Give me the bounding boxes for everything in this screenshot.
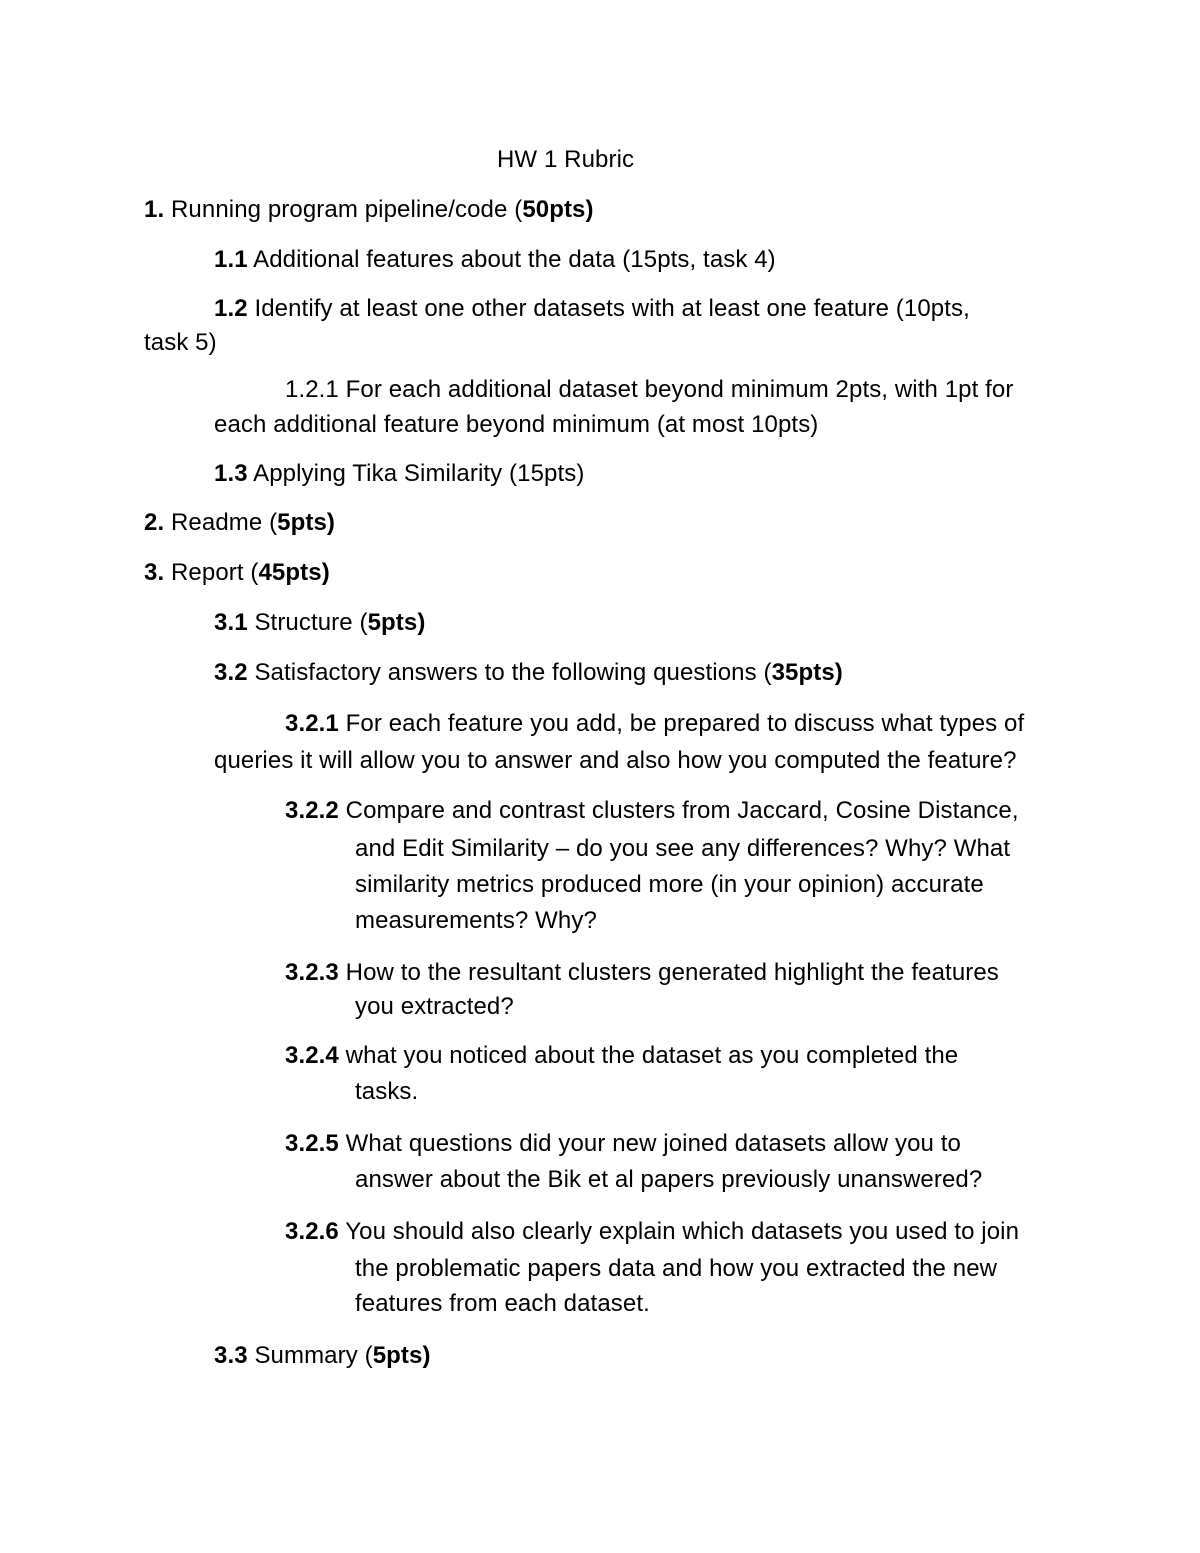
page-title <box>497 148 634 172</box>
item-number: 3. <box>144 559 165 586</box>
rubric-item-2 <box>144 511 335 535</box>
rubric-item-3-2-6 <box>285 1220 1019 1244</box>
item-number: 3.2.5 <box>285 1130 339 1157</box>
item-text: tasks. <box>355 1078 419 1105</box>
item-text: 1.2.1 For each additional dataset beyond minimum 2pts, with 1pt for <box>285 376 1014 403</box>
rubric-item-3-2-6-continuation <box>355 1257 997 1281</box>
item-number: 3.3 <box>214 1342 248 1369</box>
rubric-item-3-2-3 <box>285 961 999 985</box>
rubric-item-3-2-1 <box>285 712 1024 736</box>
item-text: what you noticed about the dataset as you completed the <box>338 1042 959 1069</box>
item-number: 3.2 <box>214 659 248 686</box>
item-text: Compare and contrast clusters from Jaccard, Cosine Distance, <box>338 797 1019 824</box>
item-text: answer about the Bik et al papers previously unanswered? <box>355 1166 983 1193</box>
item-number: 3.2.2 <box>285 797 339 824</box>
rubric-item-3-2-4-continuation <box>355 1080 418 1104</box>
item-text: features from each dataset. <box>355 1290 650 1317</box>
item-text: How to the resultant clusters generated highlight the features <box>338 959 999 986</box>
item-text: similarity metrics produced more (in your opinion) accurate <box>355 871 984 898</box>
item-text: Applying Tika Similarity (15pts) <box>247 460 585 487</box>
item-text: Readme ( <box>164 509 278 536</box>
item-text: measurements? Why? <box>355 907 597 934</box>
rubric-item-3-2 <box>214 661 843 685</box>
rubric-item-3-2-1-continuation <box>214 749 1017 773</box>
rubric-item-3-2-5 <box>285 1132 961 1156</box>
item-text: Structure ( <box>247 609 368 636</box>
item-number: 3.1 <box>214 609 248 636</box>
item-text: Satisfactory answers to the following questions ( <box>247 659 772 686</box>
rubric-item-1-2 <box>214 297 970 321</box>
item-number: 1.1 <box>214 246 248 273</box>
item-text: and Edit Similarity – do you see any differences? Why? What <box>355 835 1011 862</box>
item-number: 2. <box>144 509 165 536</box>
item-close: ) <box>834 659 843 686</box>
item-number: 1. <box>144 196 165 223</box>
item-points: 35pts <box>771 659 835 686</box>
item-text: Additional features about the data (15pts, task 4) <box>247 246 776 273</box>
title-text: HW 1 Rubric <box>497 146 635 173</box>
item-number: 3.2.6 <box>285 1218 339 1245</box>
item-close: ) <box>585 196 594 223</box>
item-number: 3.2.3 <box>285 959 339 986</box>
item-close: ) <box>417 609 426 636</box>
item-points: 50pts <box>522 196 586 223</box>
rubric-item-1-1 <box>214 248 776 272</box>
item-number: 1.2 <box>214 295 248 322</box>
rubric-item-3-2-5-continuation <box>355 1168 982 1192</box>
item-close: ) <box>321 559 330 586</box>
rubric-item-3-1 <box>214 611 425 635</box>
rubric-item-3-3 <box>214 1344 431 1368</box>
item-points: 45pts <box>258 559 322 586</box>
item-close: ) <box>422 1342 431 1369</box>
item-text: For each feature you add, be prepared to discuss what types of <box>338 710 1025 737</box>
item-points: 5pts <box>277 509 327 536</box>
rubric-item-3-2-4 <box>285 1044 958 1068</box>
item-text: the problematic papers data and how you extracted the new <box>355 1255 998 1282</box>
item-number: 1.3 <box>214 460 248 487</box>
rubric-item-3-2-2-continuation <box>355 873 984 897</box>
item-text: Report ( <box>164 559 259 586</box>
rubric-item-3-2-2-continuation <box>355 837 1010 861</box>
rubric-item-1-2-continuation <box>144 331 217 355</box>
item-text: Identify at least one other datasets with at least one feature (10pts, <box>247 295 970 322</box>
rubric-item-3-2-6-continuation <box>355 1292 650 1316</box>
rubric-item-1-2-1 <box>285 378 1013 402</box>
rubric-item-3-2-2 <box>285 799 1019 823</box>
item-text: What questions did your new joined datasets allow you to <box>338 1130 961 1157</box>
item-points: 5pts <box>367 609 418 636</box>
item-text: Summary ( <box>247 1342 373 1369</box>
item-text: queries it will allow you to answer and also how you computed the feature? <box>214 747 1017 774</box>
item-text: Running program pipeline/code ( <box>164 196 523 223</box>
item-close: ) <box>326 509 336 536</box>
item-text: task 5) <box>144 329 217 356</box>
rubric-item-1-3 <box>214 462 584 486</box>
item-text: each additional feature beyond minimum (at most 10pts) <box>214 411 819 438</box>
item-points: 5pts <box>372 1342 423 1369</box>
item-text: you extracted? <box>355 993 514 1020</box>
rubric-item-1-2-1-continuation <box>214 413 818 437</box>
item-number: 3.2.4 <box>285 1042 339 1069</box>
rubric-item-1 <box>144 198 594 222</box>
rubric-item-3-2-3-continuation <box>355 995 514 1019</box>
rubric-item-3-2-2-continuation <box>355 909 597 933</box>
rubric-item-3 <box>144 561 330 585</box>
item-number: 3.2.1 <box>285 710 339 737</box>
item-text: You should also clearly explain which datasets you used to join <box>338 1218 1020 1245</box>
